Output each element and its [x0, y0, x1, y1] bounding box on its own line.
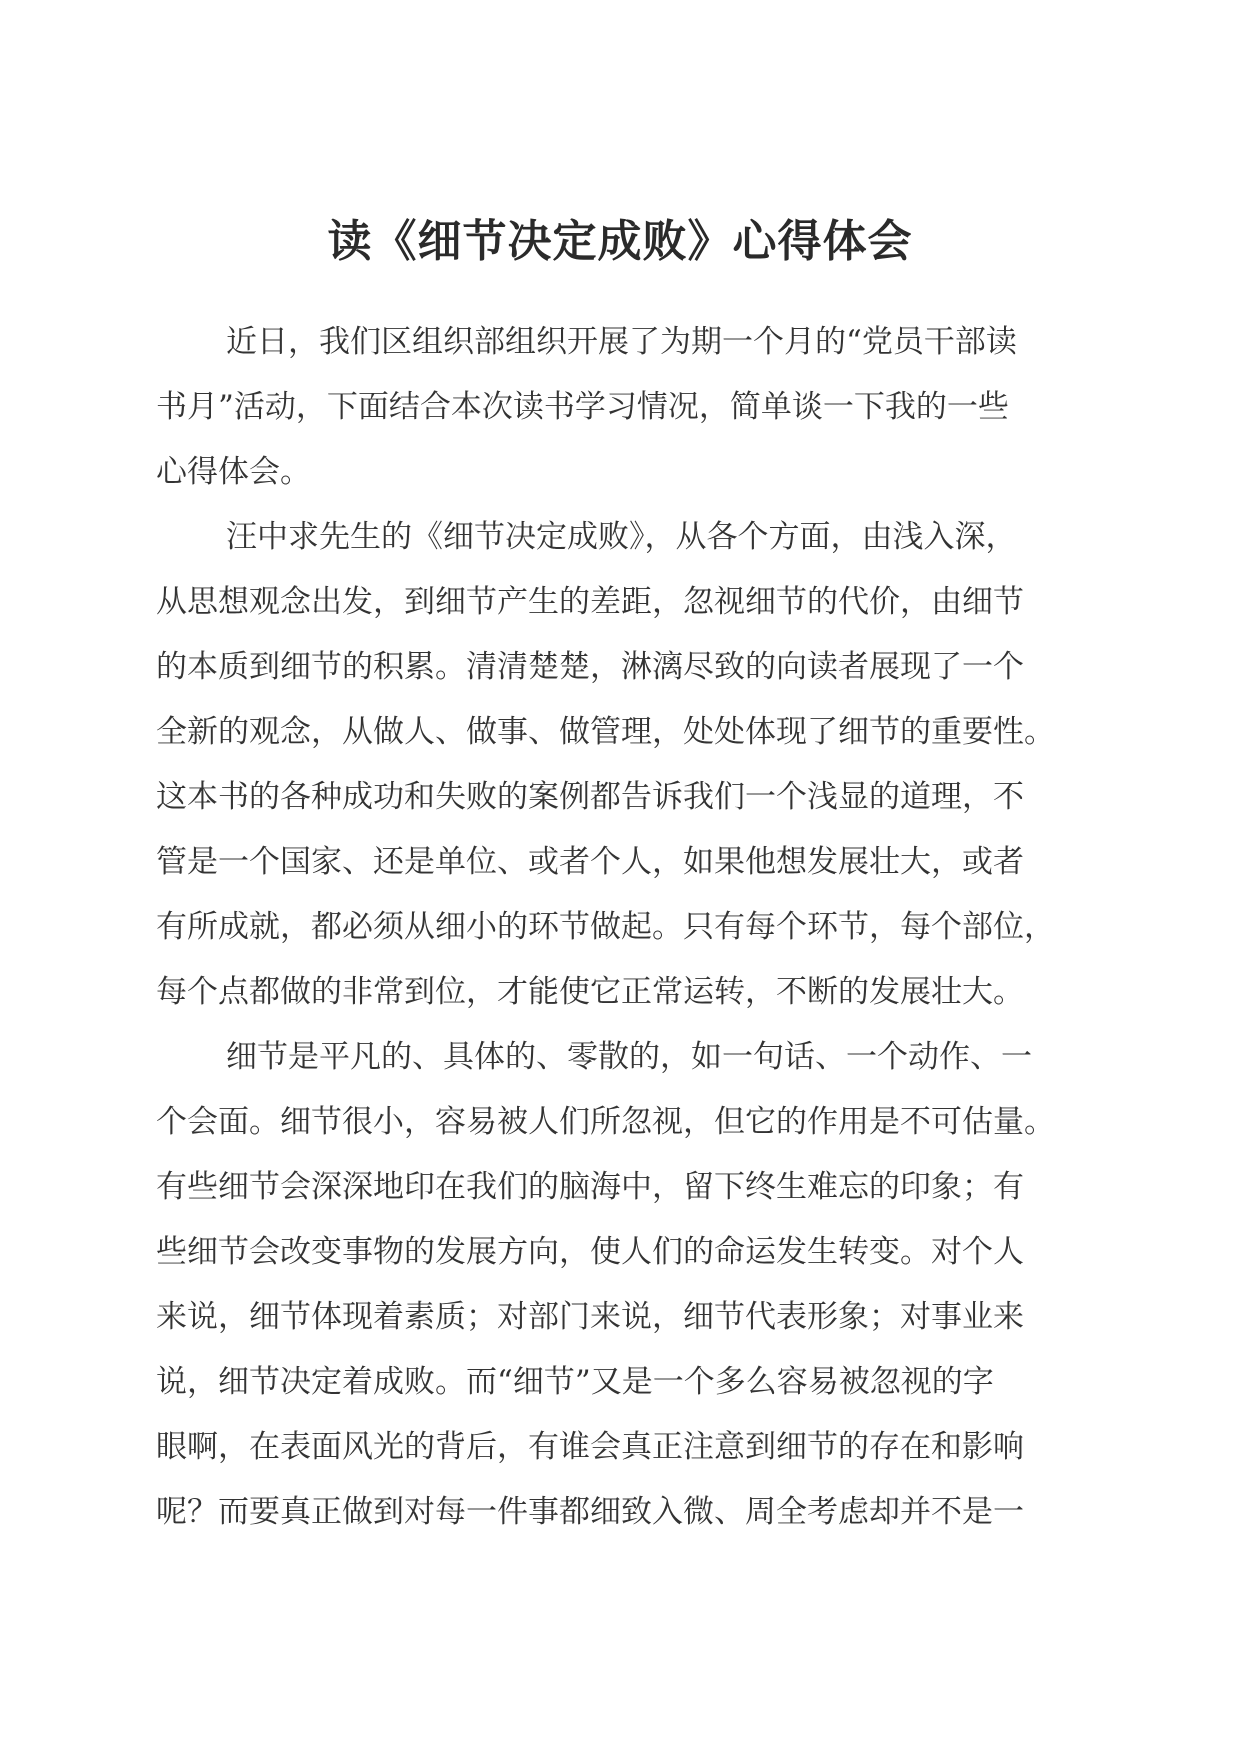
- paragraph-2-line-3: 的本质到细节的积累。清清楚楚，淋漓尽致的向读者展现了一个: [156, 649, 1024, 685]
- paragraph-2-line-7: 有所成就，都必须从细小的环节做起。只有每个环节，每个部位，: [156, 909, 1055, 945]
- paragraph-3-line-7: 眼啊，在表面风光的背后，有谁会真正注意到细节的存在和影响: [156, 1429, 1024, 1465]
- paragraph-1-line-2: 书月”活动，下面结合本次读书学习情况，简单谈一下我的一些: [156, 389, 1009, 425]
- paragraph-3-line-8: 呢？而要真正做到对每一件事都细致入微、周全考虑却并不是一: [156, 1494, 1024, 1530]
- paragraph-3-line-6: 说，细节决定着成败。而“细节”又是一个多么容易被忽视的字: [156, 1364, 994, 1400]
- paragraph-2-line-6: 管是一个国家、还是单位、或者个人，如果他想发展壮大，或者: [156, 844, 1024, 880]
- paragraph-1-line-1: 近日，我们区组织部组织开展了为期一个月的“党员干部读: [226, 324, 1017, 360]
- paragraph-2-line-4: 全新的观念，从做人、做事、做管理，处处体现了细节的重要性。: [156, 714, 1055, 750]
- document-title: 读《细节决定成败》心得体会: [327, 216, 913, 267]
- document-body: [156, 310, 1086, 1545]
- paragraph-3-line-2: 个会面。细节很小，容易被人们所忽视，但它的作用是不可估量。: [156, 1104, 1055, 1140]
- paragraph-2-line-8: 每个点都做的非常到位，才能使它正常运转，不断的发展壮大。: [156, 974, 1024, 1010]
- paragraph-2-line-5: 这本书的各种成功和失败的案例都告诉我们一个浅显的道理，不: [156, 779, 1024, 815]
- paragraph-3-line-4: 些细节会改变事物的发展方向，使人们的命运发生转变。对个人: [156, 1234, 1024, 1270]
- paragraph-3-line-5: 来说，细节体现着素质；对部门来说，细节代表形象；对事业来: [156, 1299, 1024, 1335]
- paragraph-3-line-3: 有些细节会深深地印在我们的脑海中，留下终生难忘的印象；有: [156, 1169, 1024, 1205]
- paragraph-3-line-1: 细节是平凡的、具体的、零散的，如一句话、一个动作、一: [226, 1039, 1032, 1075]
- paragraph-1-line-3: 心得体会。: [156, 454, 311, 490]
- paragraph-2-line-1: 汪中求先生的《细节决定成败》，从各个方面，由浅入深，: [226, 519, 1017, 555]
- paragraph-2-line-2: 从思想观念出发，到细节产生的差距，忽视细节的代价，由细节: [156, 584, 1024, 620]
